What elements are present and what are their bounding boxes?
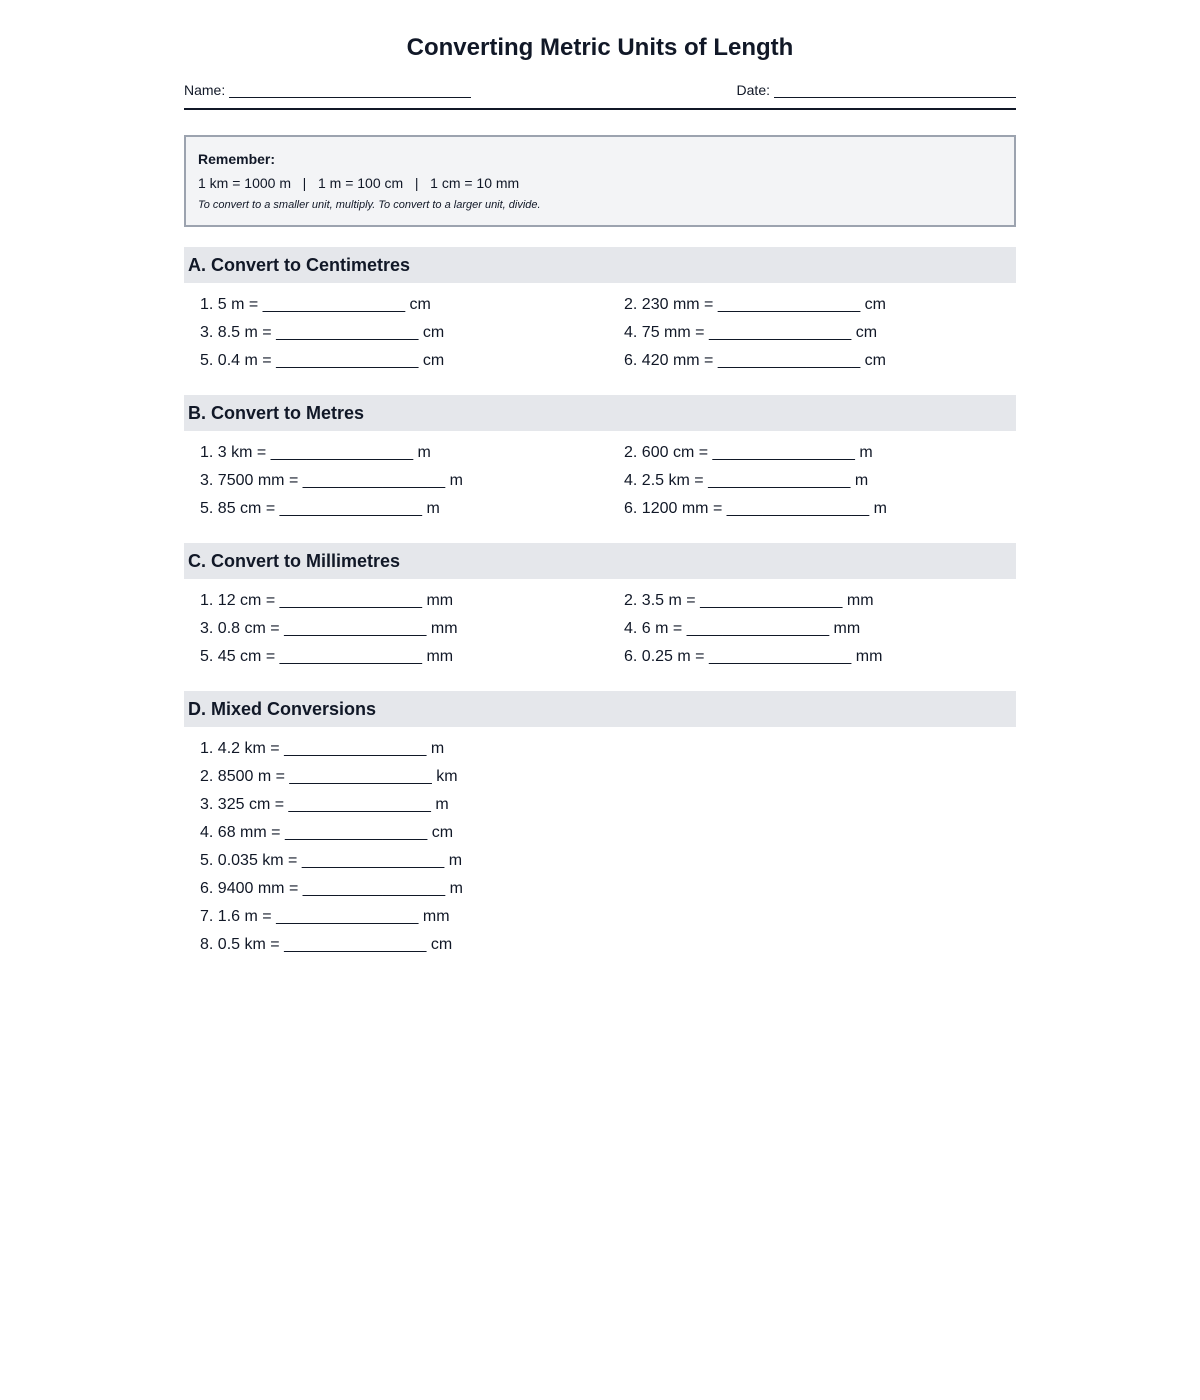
question-item — [200, 931, 1016, 959]
answer-unit: cm — [855, 324, 878, 341]
question-item — [200, 467, 624, 495]
question-item — [200, 763, 1016, 791]
answer-unit: cm — [431, 824, 454, 841]
date-blank-line[interactable] — [774, 82, 1016, 98]
name-blank-line[interactable] — [229, 82, 471, 98]
question-prompt: 0.035 km = — [217, 852, 298, 869]
question-item — [200, 319, 624, 347]
answer-unit: m — [873, 500, 887, 517]
answer-unit: mm — [422, 908, 450, 925]
question-item — [624, 495, 1032, 523]
answer-unit: cm — [422, 324, 445, 341]
question-list — [184, 431, 1016, 523]
question-prompt: 8.5 m = — [217, 324, 272, 341]
question-prompt: 325 cm = — [217, 796, 285, 813]
question-item — [200, 643, 624, 671]
answer-blank[interactable]: ________________ — [284, 824, 428, 841]
sections-container — [184, 247, 1016, 959]
question-number: 3. — [200, 324, 214, 341]
question-prompt: 0.4 m = — [217, 352, 272, 369]
answer-unit: cm — [864, 296, 886, 313]
question-item — [624, 615, 1032, 643]
question-prompt: 4.2 km = — [217, 740, 280, 757]
answer-unit: mm — [426, 648, 454, 665]
answer-blank[interactable]: ________________ — [284, 740, 427, 757]
question-item — [624, 319, 1032, 347]
question-number: 6. — [624, 352, 638, 369]
answer-unit: km — [436, 768, 458, 785]
answer-blank[interactable]: ________________ — [726, 500, 870, 517]
answer-blank[interactable]: ________________ — [276, 324, 419, 341]
question-prompt: 600 cm = — [641, 444, 709, 461]
question-prompt: 3 km = — [217, 444, 267, 461]
section-heading: A. Convert to Centimetres — [184, 247, 1016, 283]
answer-unit: m — [426, 500, 440, 517]
answer-unit: m — [417, 444, 431, 461]
question-item — [200, 347, 624, 375]
question-prompt: 5 m = — [217, 296, 259, 313]
section-heading: B. Convert to Metres — [184, 395, 1016, 431]
question-number: 4. — [624, 324, 638, 341]
question-prompt: 0.8 cm = — [217, 620, 280, 637]
answer-blank[interactable]: ________________ — [708, 472, 851, 489]
question-prompt: 0.25 m = — [641, 648, 705, 665]
answer-blank[interactable]: ________________ — [686, 620, 830, 637]
section-c — [184, 543, 1016, 671]
question-item — [200, 495, 624, 523]
answer-unit: m — [854, 472, 869, 489]
question-item — [624, 291, 1032, 319]
name-label: Name: — [184, 82, 226, 98]
question-prompt: 2.5 km = — [641, 472, 704, 489]
answer-blank[interactable]: ________________ — [279, 648, 422, 665]
question-number: 5. — [200, 852, 214, 869]
question-number: 2. — [624, 444, 638, 461]
question-item — [200, 291, 624, 319]
answer-blank[interactable]: ________________ — [276, 908, 419, 925]
date-field — [737, 82, 1016, 98]
question-prompt: 68 mm = — [217, 824, 281, 841]
answer-blank[interactable]: ________________ — [284, 620, 427, 637]
answer-unit: m — [449, 472, 463, 489]
question-number: 1. — [200, 444, 214, 461]
answer-unit: mm — [855, 648, 883, 665]
question-prompt: 420 mm = — [641, 352, 714, 369]
question-item — [200, 875, 1016, 903]
question-list — [184, 727, 1016, 959]
answer-unit: mm — [430, 620, 458, 637]
section-heading: C. Convert to Millimetres — [184, 543, 1016, 579]
question-number: 4. — [624, 472, 638, 489]
answer-unit: m — [435, 796, 449, 813]
worksheet — [184, 0, 1016, 959]
question-number: 6. — [624, 648, 638, 665]
question-number: 5. — [200, 352, 214, 369]
question-number: 1. — [200, 740, 214, 757]
question-number: 4. — [200, 824, 214, 841]
answer-blank[interactable]: ________________ — [288, 796, 431, 813]
question-prompt: 3.5 m = — [641, 592, 696, 609]
question-prompt: 230 mm = — [641, 296, 714, 313]
answer-unit: m — [449, 880, 463, 897]
answer-blank[interactable]: ________________ — [262, 296, 406, 313]
question-item — [200, 819, 1016, 847]
question-number: 2. — [624, 296, 638, 313]
question-number: 2. — [200, 768, 214, 785]
question-prompt: 1.6 m = — [217, 908, 272, 925]
section-d — [184, 691, 1016, 959]
question-list — [184, 579, 1016, 671]
question-prompt: 8500 m = — [217, 768, 285, 785]
question-prompt: 45 cm = — [217, 648, 276, 665]
answer-unit: cm — [422, 352, 445, 369]
answer-unit: m — [448, 852, 463, 869]
question-number: 4. — [624, 620, 638, 637]
question-item — [200, 847, 1016, 875]
answer-blank[interactable]: ________________ — [717, 296, 861, 313]
section-heading: D. Mixed Conversions — [184, 691, 1016, 727]
answer-blank[interactable]: ________________ — [289, 768, 432, 785]
answer-unit: mm — [846, 592, 874, 609]
question-prompt: 12 cm = — [217, 592, 276, 609]
question-number: 5. — [200, 648, 214, 665]
section-b — [184, 395, 1016, 523]
question-item — [200, 615, 624, 643]
question-item — [624, 467, 1032, 495]
remember-note: To convert to a smaller unit, multiply. To convert to a larger unit, divide. — [198, 199, 541, 211]
question-number: 3. — [200, 796, 214, 813]
question-item — [200, 439, 624, 467]
answer-blank[interactable]: ________________ — [712, 444, 855, 461]
question-prompt: 1200 mm = — [641, 500, 723, 517]
answer-blank[interactable]: ________________ — [279, 592, 422, 609]
name-field — [184, 82, 471, 98]
question-number: 1. — [200, 296, 214, 313]
answer-blank[interactable]: ________________ — [302, 880, 446, 897]
question-item — [200, 903, 1016, 931]
question-prompt: 75 mm = — [641, 324, 705, 341]
answer-unit: cm — [430, 936, 453, 953]
answer-blank[interactable]: ________________ — [284, 936, 427, 953]
question-item — [624, 439, 1032, 467]
answer-unit: m — [859, 444, 873, 461]
answer-blank[interactable]: ________________ — [708, 324, 852, 341]
question-number: 1. — [200, 592, 214, 609]
answer-unit: mm — [426, 592, 454, 609]
question-prompt: 7500 mm = — [217, 472, 299, 489]
question-item — [200, 587, 624, 615]
question-number: 3. — [200, 620, 214, 637]
answer-blank[interactable]: ________________ — [276, 352, 419, 369]
answer-unit: mm — [833, 620, 861, 637]
name-date-row — [184, 82, 1016, 110]
question-item — [624, 587, 1032, 615]
question-number: 3. — [200, 472, 214, 489]
section-a — [184, 247, 1016, 375]
answer-blank[interactable]: ________________ — [301, 852, 445, 869]
answer-unit: cm — [864, 352, 886, 369]
question-number: 2. — [624, 592, 638, 609]
answer-blank[interactable]: ________________ — [302, 472, 446, 489]
question-number: 7. — [200, 908, 214, 925]
answer-unit: m — [430, 740, 445, 757]
answer-blank[interactable]: ________________ — [708, 648, 852, 665]
page-title: Converting Metric Units of Length — [406, 34, 794, 61]
remember-box — [184, 135, 1016, 227]
question-list — [184, 283, 1016, 375]
question-prompt: 9400 mm = — [217, 880, 299, 897]
question-item — [624, 643, 1032, 671]
question-item — [200, 791, 1016, 819]
question-number: 5. — [200, 500, 214, 517]
answer-blank[interactable]: ________________ — [717, 352, 861, 369]
question-number: 6. — [624, 500, 638, 517]
remember-heading: Remember: — [198, 151, 276, 167]
answer-blank[interactable]: ________________ — [279, 500, 422, 517]
answer-blank[interactable]: ________________ — [700, 592, 843, 609]
question-number: 6. — [200, 880, 214, 897]
question-prompt: 0.5 km = — [217, 936, 280, 953]
answer-unit: cm — [409, 296, 431, 313]
question-item — [200, 735, 1016, 763]
remember-facts: 1 km = 1000 m | 1 m = 100 cm | 1 cm = 10 mm — [198, 175, 520, 191]
answer-blank[interactable]: ________________ — [270, 444, 414, 461]
date-label: Date: — [736, 82, 770, 98]
question-prompt: 85 cm = — [217, 500, 276, 517]
question-number: 8. — [200, 936, 214, 953]
question-prompt: 6 m = — [641, 620, 683, 637]
question-item — [624, 347, 1032, 375]
